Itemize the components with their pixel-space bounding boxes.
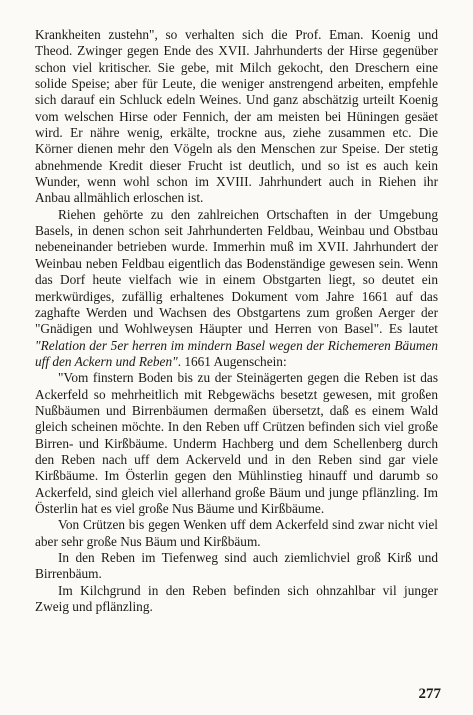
paragraph-5: In den Reben im Tiefenweg sind auch ziemlichviel groß Kirß und Birrenbäum. — [35, 550, 438, 582]
paragraph-2-text: Riehen gehörte zu den zahlreichen Ortschaften in der Umgebung Basels, in denen schon seit Jahrhunderten Feldbau, Weinbau und Obstbau nebeneinander betrieben wurde. Immerhin muß im XVII. Jahrhundert der Weinbau neben Feldbau eigentlich das Bodenständige gewesen sein. Wenn das Dorf heute vielfach wie in einem Obstgarten liegt, so deutet ein merkwürdiges, zufällig erhaltenes Dokument vom Jahre 1661 auf das zaghafte Werden und Wachsen des Obstgartens zum großen Aerger der "Gnädigen und Wohlweysen Häupter und Herren von Basel". Es lautet — [35, 206, 438, 337]
paragraph-2 — [35, 207, 438, 370]
paragraph-6: Im Kilchgrund in den Reben befinden sich ohnzahlbar vil junger Zweig und pflänzling. — [35, 582, 438, 615]
paragraph-3: "Vom finstern Boden bis zu der Steinägerten gegen die Reben ist das Ackerfeld so mehrheitlich mit Rebgewächs besetzt gewesen, mit großen Nußbäumen und Birrenbäumen dermaßen übersetzt, daß es einem Wald gleich scheinen möchte. In den Reben uff Crützen befinden sich viel große Birren- und Kirßbäume. Underm Hachberg und dem Schellenberg durch den Reben nach uff dem Ackerveld und in den Reben sind gar viele Kirßbäume. Im Österlin gegen den Mühlinstieg hinauff und darumb so Ackerfeld, sind gleich viel allerhand große Bäum und junge pflänzling. Im Österlin hat es viel große Nus Bäume und Kirßbäume. — [35, 370, 438, 516]
after-title: . 1661 Augenschein: — [177, 353, 287, 369]
page-number: 277 — [418, 686, 441, 702]
paragraph-1: Krankheiten zustehn", so verhalten sich die Prof. Eman. Koenig und Theod. Zwinger gegen Ende des XVII. Jahrhunderts der Hirse gegenüber schon viel kritischer. Sie gebe, mit Milch gekocht, den Dreschern eine solide Speise; aber für Leute, die weniger anstrengend arbeiten, empfehle sich darauf ein Schluck edeln Weines. Und ganz abschätzig urteilt Koenig vom welschen Hirse oder Fennich, der am meisten bei Hüningen gesäet wird. Er nähre wenig, erkälte, trockne aus, ziehe zusammen etc. Die Körner dienen mehr den Vögeln als den Menschen zur Speise. Der stetig abnehmende Kredit dieser Frucht ist deutlich, und so ist es auch kein Wunder, wenn wohl schon im XVIII. Jahrhundert auch in Riehen ihr Anbau allmählich erloschen ist. — [35, 27, 438, 206]
body-text — [35, 27, 438, 615]
paragraph-4: Von Crützen bis gegen Wenken uff dem Ackerfeld sind zwar nicht viel aber sehr große Nus Bäum und Kirßbäum. — [35, 517, 438, 549]
quotation-title: "Relation der 5er herren im mindern Basel wegen der Richemeren Bäumen uff den Ackern und Reben" — [35, 337, 438, 369]
